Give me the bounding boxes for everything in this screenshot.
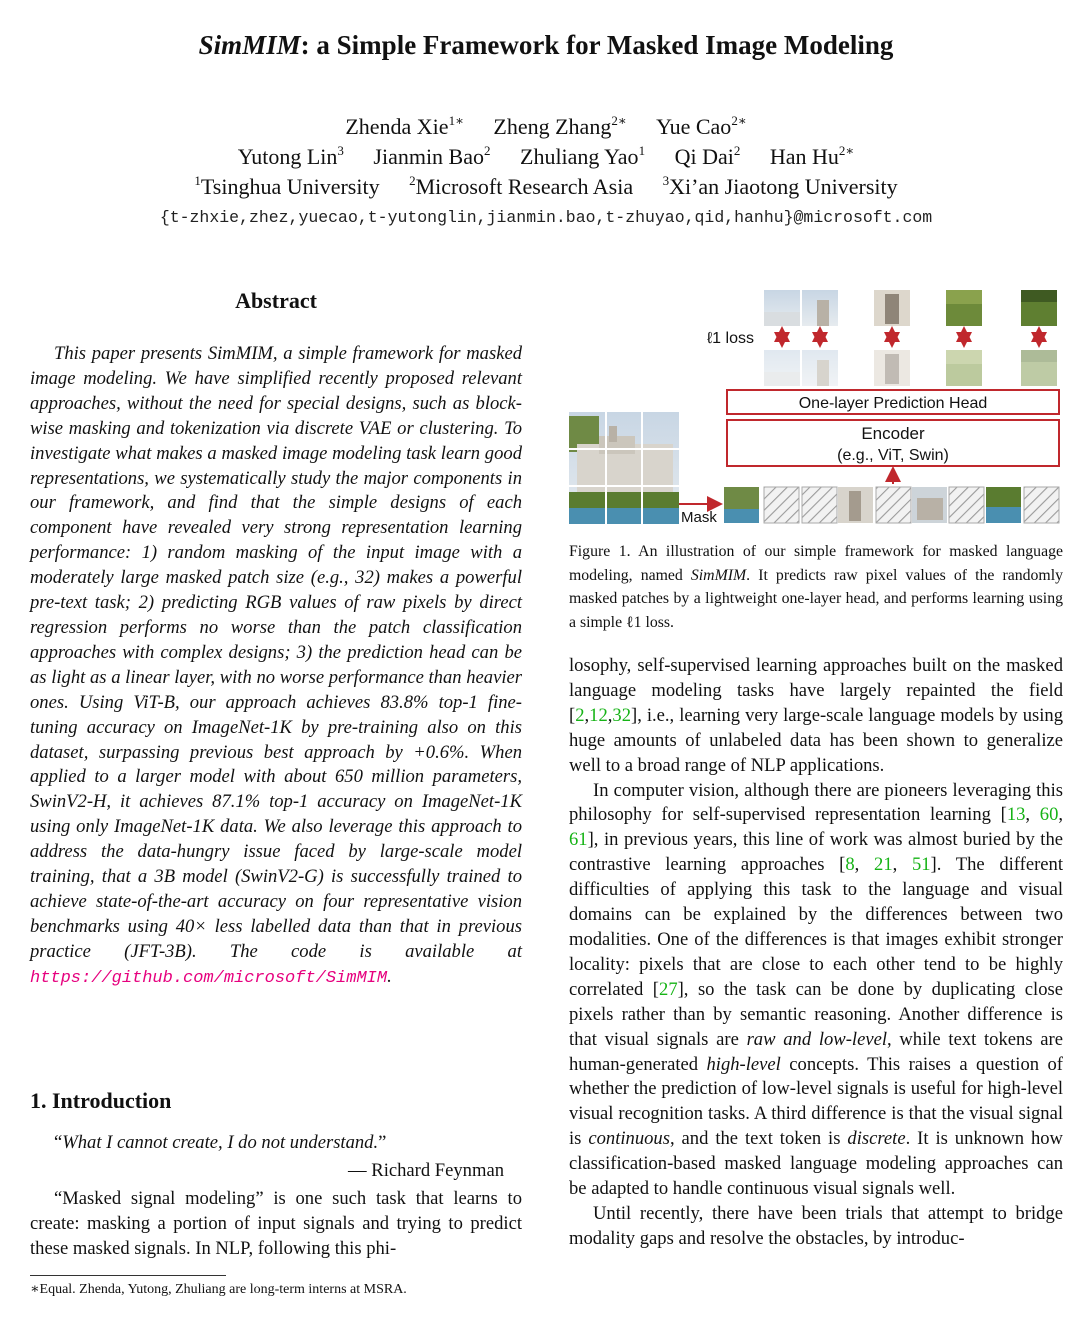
citation[interactable]: 13 bbox=[1006, 804, 1026, 826]
title-rest: : a Simple Framework for Masked Image Modeling bbox=[300, 30, 894, 60]
citation[interactable]: 2 bbox=[575, 704, 585, 726]
prediction-head-label: One-layer Prediction Head bbox=[798, 395, 988, 412]
author: Han $Hu^{2∗}$ bbox=[769, 143, 855, 169]
author-row-2 bbox=[0, 144, 1092, 170]
masked-patch-sequence bbox=[724, 487, 1059, 523]
footnote: ∗Equal. Zhenda, Yutong, Zhuliang are long-term interns at MSRA. bbox=[30, 1282, 407, 1297]
target-patches bbox=[764, 290, 1057, 326]
author: Jianmin Bao$^2$ bbox=[373, 143, 491, 169]
affiliation: $^1$Tsinghua University bbox=[194, 173, 380, 199]
abstract-body: This paper presents SimMIM, a simple framework for masked image modeling. We have simplified recently proposed relevant approaches, without the need for special designs, such as block-wise masking and tokenization via discrete VAE or clustering. To investigate what makes a masked image modeling task learn good representations, we systematically study the major components in our framework, and find that the simple designs of each component have revealed very strong representation learning performance: 1) random masking of the input image with a moderately large masked patch size (e.g., 32) makes a powerful pre-text task; 2) predicting RGB values of raw pixels by direct regression performs no worse than the patch classification approaches with complex designs; 3) the prediction head can be as light as a linear layer, with no worse performance than heavier ones. Using ViT-B, our approach achieves 83.8% top-1 fine-tuning accuracy on ImageNet-1K by pre-training also on this dataset, surpassing previous best approach by +0.6%. When applied to a larger model with about 650 million parameters, SwinV2-H, it achieves 87.1% top-1 accuracy on ImageNet-1K using only ImageNet-1K data. We also leverage this approach to address the data-hungry issue faced by large-scale model training, that a 3B model (SwinV2-G) is successfully trained to achieve state-of-the-art accuracy on four representative vision benchmarks using 40× less labelled data than that in previous practice (JFT-3B). The code is available at https://github.com/microsoft/SimMIM. bbox=[30, 343, 522, 988]
citation[interactable]: 21 bbox=[874, 854, 893, 876]
author: Yutong Lin$^3$ bbox=[237, 143, 344, 169]
intro-paragraph: “Masked signal modeling” is one such task that learns to create: masking a portion of input signals and trying to predict these masked signals. In NLP, following this phi- bbox=[30, 1188, 522, 1259]
citation[interactable]: 8 bbox=[845, 854, 855, 876]
citation[interactable]: 12 bbox=[589, 704, 608, 726]
citation[interactable]: 51 bbox=[911, 854, 931, 876]
section-heading-introduction: 1. Introduction bbox=[30, 1088, 172, 1113]
author: Zhuliang Yao$^1$ bbox=[520, 143, 646, 169]
paragraph: Until recently, there have been trials that attempt to bridge modality gaps and resolve the obstacles, by introduc- bbox=[569, 1202, 1063, 1249]
affiliation: $^3$Xi’an Jiaotong University bbox=[662, 173, 898, 199]
citation[interactable]: 61 bbox=[569, 829, 588, 851]
predicted-patches bbox=[764, 350, 1057, 386]
citation[interactable]: 60 bbox=[1039, 804, 1059, 826]
code-link[interactable]: https://github.com/microsoft/SimMIM bbox=[30, 968, 388, 988]
paragraph: losophy, self-supervised learning approaches built on the masked language modeling tasks have largely repainted the field [2,12,32], i.e., learning very large-scale language models by using huge amounts of unlabeled data has been shown to generalize well to a broad range of NLP applications. bbox=[569, 655, 1063, 776]
input-image bbox=[569, 412, 679, 524]
epigraph-author: — Richard Feynman bbox=[348, 1160, 504, 1181]
abstract-heading: Abstract bbox=[235, 288, 317, 313]
citation[interactable]: 32 bbox=[612, 704, 631, 726]
figure-1-diagram bbox=[569, 286, 1063, 526]
footnote-rule bbox=[30, 1275, 226, 1276]
encoder-sub-label: (e.g., ViT, Swin) bbox=[837, 447, 949, 464]
abstract-text: This paper presents SimMIM, a simple framework for masked image modeling. We have simplified recently proposed relevant approaches, without the need for special designs, such as block-wise masking and tokenization via discrete VAE or clustering. To investigate what makes a masked image modeling task learn good representations, we systematically study the major components in our framework, and find that the simple designs of each component have revealed very strong representation learning performance: 1) random masking of the input image with a moderately large masked patch size (e.g., 32) makes a powerful pre-text task; 2) predicting RGB values of raw pixels by direct regression performs no worse than the patch classification approaches with complex designs; 3) the prediction head can be as light as a linear layer, with no worse performance than heavier ones. Using ViT-B, our approach achieves 83.8% top-1 fine-tuning accuracy on ImageNet-1K by pre-training also on this dataset, surpassing previous best approach by +0.6%. When applied to a larger model with about 650 million parameters, SwinV2-H, it achieves 87.1% top-1 accuracy on ImageNet-1K using only ImageNet-1K data. We also leverage this approach to address the data-hungry issue faced by large-scale model training, that a 3B model (SwinV2-G) is successfully trained to achieve state-of-the-art accuracy on four representative vision benchmarks using 40× less labelled data than that in previous practice (JFT-3B). The code is available at bbox=[30, 343, 522, 962]
paragraph: In computer vision, although there are pioneers leveraging this philosophy for self-supervised representation learning [13, 60, 61], in previous years, this line of work was almost buried by the contrastive learning approaches [8, 21, 51]. The different difficulties of applying this task to the language and visual domains can be explained by the differences between two modalities. One of the differences is that images exhibit stronger locality: pixels that are close to each other tend to be highly correlated [27], so the task can be done by duplicating close pixels rather than by semantic reasoning. Another difference is that visual signals are raw and low-level, while text tokens are human-generated high-level concepts. This raises a question of whether the prediction of low-level signals is useful for high-level visual recognition tasks. A third difference is that the visual signal is continuous, and the text token is discrete. It is unknown how classification-based masked language modeling approaches can be adapted to handle continuous visual signals well. bbox=[569, 779, 1064, 1200]
affiliation: $^2$Microsoft Research Asia bbox=[409, 173, 634, 199]
figure-1-caption: Figure 1. An illustration of our simple framework for masked language modeling, named SimMIM. It predicts raw pixel values of the randomly masked patches by a lightweight one-layer head, and performs learning using a simple ℓ1 loss. bbox=[569, 543, 1064, 631]
right-column-body bbox=[569, 654, 1063, 1252]
author-emails: {t-zhxie,zhez,yuecao,t-yutonglin,jianmin.bao,t-zhuyao,qid,hanhu}@microsoft.com bbox=[159, 208, 933, 227]
author-row-1 bbox=[0, 114, 1092, 140]
loss-arrows bbox=[782, 330, 1039, 344]
mask-label: Mask bbox=[681, 509, 717, 526]
author: Zhenda Xie$^{1∗}$ bbox=[345, 113, 464, 139]
epigraph-quote: “What I cannot create, I do not understand.” bbox=[54, 1132, 387, 1153]
paper-title bbox=[0, 30, 1092, 61]
citation[interactable]: 27 bbox=[659, 978, 678, 1000]
author: Qi Dai$^2$ bbox=[674, 143, 741, 169]
author: Yue Cao$^{2∗}$ bbox=[656, 113, 747, 139]
title-name: SimMIM bbox=[198, 30, 301, 60]
encoder-label: Encoder bbox=[861, 424, 925, 443]
author: Zheng Zhang$^{2∗}$ bbox=[493, 113, 627, 139]
loss-label: ℓ1 loss bbox=[707, 330, 754, 347]
affiliations bbox=[0, 174, 1092, 200]
